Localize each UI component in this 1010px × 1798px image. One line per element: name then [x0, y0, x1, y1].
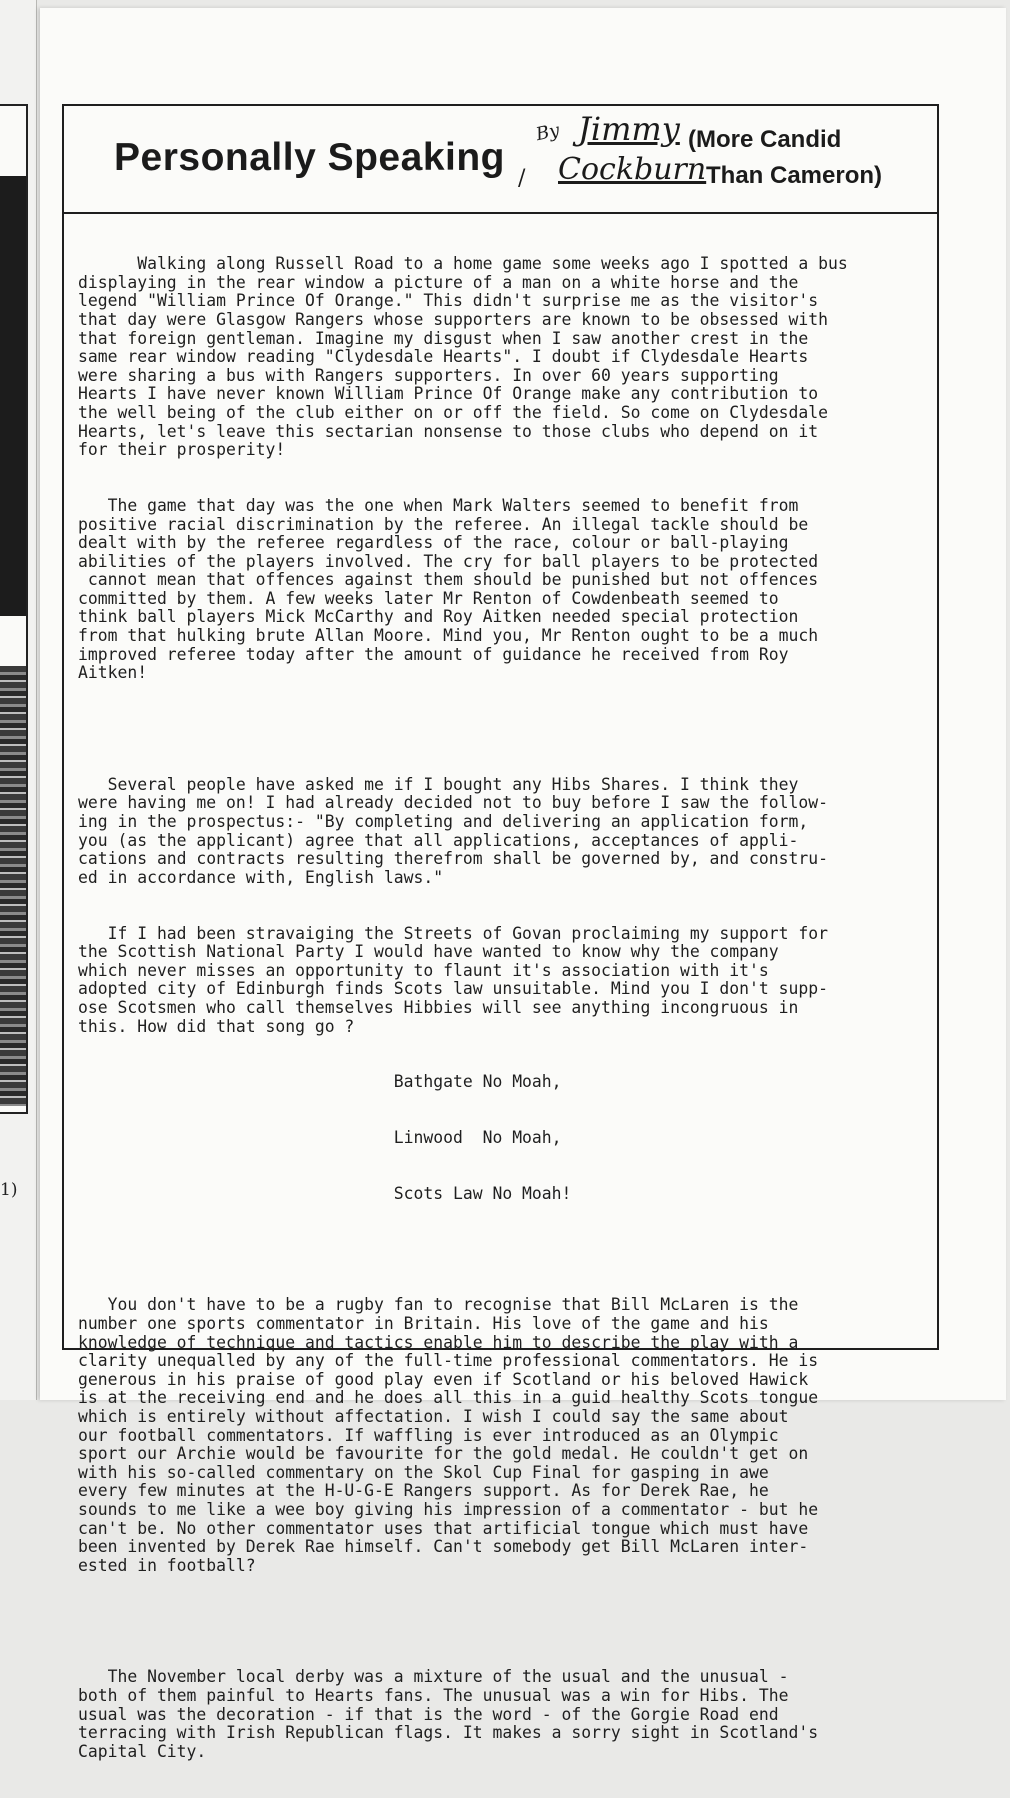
magazine-page — [40, 8, 1006, 1761]
paragraph-gap — [78, 1241, 928, 1260]
paragraph-derby: The November local derby was a mixture of the usual and the unusual - both of them painful to Hearts fans. The unusual was a win for Hibs. The usual was the decoration - if that is the word - of the Gorgie Road end terracing with Irish Republican flags. It makes a sorry sight in Scotland's Capital City. — [78, 1667, 819, 1761]
signature-flourish: / — [518, 166, 526, 191]
author-last-name: Cockburn — [558, 152, 707, 187]
article-title: Personally Speaking — [114, 136, 505, 179]
facing-page-edge — [0, 0, 37, 1400]
facing-page-frame — [0, 104, 28, 1114]
facing-page-dark-block — [0, 176, 26, 616]
subtitle-line-2: Than Cameron) — [706, 162, 883, 189]
paragraph-walters: The game that day was the one when Mark Walters seemed to benefit from positive racial discrimination by the referee. An illegal tackle should be dealt with by the referee regardless of the race, colour or ball-playing abilities of the players involved. The cry for ball players to be protected cannot mean that offences against them should be punished but not offences committed by them. A few weeks later Mr Renton of Cowdenbeath seemed to think ball players Mick McCarthy and Roy Aitken needed special protection from that hulking brute Allan Moore. Mind you, Mr Renton ought to be a much improved referee today after the amount of guidance he received from Roy Aitken! — [78, 495, 819, 683]
article-subtitle — [688, 122, 882, 194]
poem-line: Bathgate No Moah, — [78, 1072, 562, 1092]
paragraph-govan: If I had been stravaiging the Streets of Govan proclaiming my support for the Scottish National Party I would have wanted to know why the company which never misses an opportunity to flaunt it's association with it's adopted city of Edinburgh finds Scots law unsuitable. Mind you I don't supp- ose Scotsmen who call themselves Hibbies will see anything incongruous in this. How did that song go ? — [78, 923, 828, 1036]
paragraph-mclaren: You don't have to be a rugby fan to recognise that Bill McLaren is the number one sports commentator in Britain. His love of the game and his knowledge of technique and tactics enable him to describe the play with a clarity unequalled by any of the full-time professional commentators. He is generous in his praise of good play even if Scotland or his beloved Hawick is at the receiving end and he does all this in a guid healthy Scots tongue which is entirely without affectation. I wish I could say the same about our football commentators. If waffling is ever introduced as an Olympic sport our Archie would be favourite for the gold medal. He couldn't get on with his so-called commentary on the Skol Cup Final for gasping in awe every few minutes at the H-U-G-E Rangers support. As for Derek Rae, he sounds to me like a wee boy giving his impression of a commentator - but he can't be. No other commentator uses that artificial tongue which must have been invented by Derek Rae himself. Can't somebody get Bill McLaren inter- ested in football? — [78, 1295, 819, 1575]
facing-page-fragment: 1) — [0, 1180, 18, 1200]
author-first-name: Jimmy — [578, 110, 680, 148]
paragraph-gap — [78, 720, 928, 739]
paragraph-bus: Walking along Russell Road to a home game some weeks ago I spotted a bus displaying in the rear window a picture of a man on a white horse and the legend "William Prince Of Orange." This didn't surprise me as the visitor's that day were Glasgow Rangers whose supporters are known to be obsessed with that foreign gentleman. Imagine my disgust when I saw another crest in the same rear window reading "Clydesdale Hearts". I doubt if Clydesdale Hearts were sharing a bus with Rangers supporters. In over 60 years supporting Hearts I have never known William Prince Of Orange make any contribution to the well being of the club either on or off the field. So come on Clydesdale Hearts, let's leave this sectarian nonsense to those clubs who depend on it for their prosperity! — [78, 254, 848, 460]
byline-by: By — [534, 119, 562, 146]
article-body — [78, 218, 928, 1798]
facing-page-photo — [0, 666, 26, 1106]
article-body-frame — [62, 212, 939, 1761]
subtitle-line-1: (More Candid — [688, 126, 842, 153]
article-header — [62, 104, 939, 214]
paragraph-gap — [78, 1613, 928, 1632]
poem-line: Scots Law No Moah! — [78, 1183, 572, 1203]
poem-line: Linwood No Moah, — [78, 1128, 562, 1148]
paragraph-hibs-shares: Several people have asked me if I bought any Hibs Shares. I think they were having me on! I had already decided not to buy before I saw the follow- ing in the prospectus:- "By completing and delivering an application form, you (as the applicant) agree that all applications, acceptances of appli- cations and contracts resulting therefrom shall be governed by, and constru- ed in accordance with, English laws." — [78, 774, 828, 887]
